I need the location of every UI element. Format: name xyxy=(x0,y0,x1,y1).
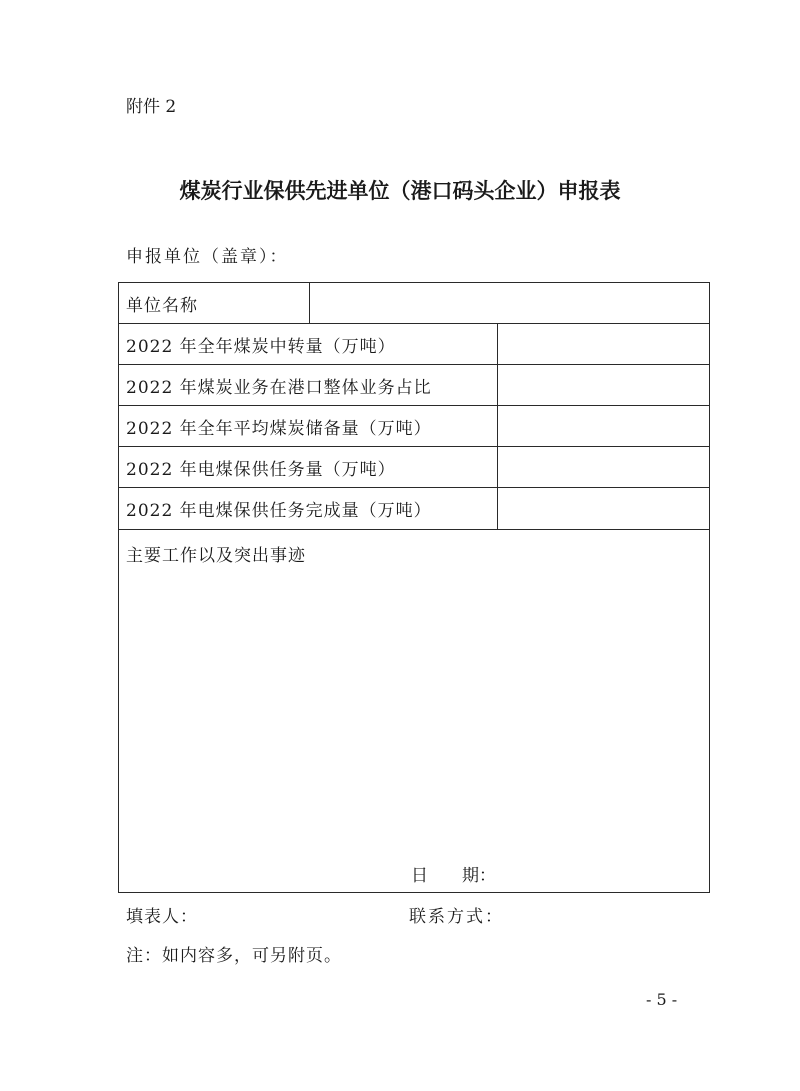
row-label: 2022 年煤炭业务在港口整体业务占比 xyxy=(126,377,432,398)
filler-label: 填表人： xyxy=(126,907,198,927)
table-row xyxy=(119,324,709,365)
table-row xyxy=(119,406,709,447)
unit-name-label: 单位名称 xyxy=(126,295,198,316)
row-value-cell[interactable] xyxy=(498,324,709,364)
achievements-label: 主要工作以及突出事迹 xyxy=(126,546,306,566)
attachment-label: 附件 2 xyxy=(126,97,177,117)
unit-name-row xyxy=(119,283,709,324)
row-label: 2022 年全年平均煤炭储备量（万吨） xyxy=(126,418,432,439)
applicant-unit-label: 申报单位（盖章）： xyxy=(126,247,289,267)
page-number: - 5 - xyxy=(646,990,678,1009)
unit-name-value-cell[interactable] xyxy=(310,283,709,323)
table-row xyxy=(119,365,709,406)
row-label: 2022 年电煤保供任务量（万吨） xyxy=(126,459,396,480)
date-label xyxy=(411,861,496,886)
table-row xyxy=(119,488,709,530)
row-label: 2022 年全年煤炭中转量（万吨） xyxy=(126,336,396,357)
form-title: 煤炭行业保供先进单位（港口码头企业）申报表 xyxy=(179,178,621,203)
date-label-period: 期： xyxy=(462,866,496,886)
table-row xyxy=(119,447,709,488)
date-label-day: 日 xyxy=(411,866,428,886)
row-value-cell[interactable] xyxy=(498,488,709,529)
row-value-cell[interactable] xyxy=(498,447,709,487)
application-form-table xyxy=(118,282,710,893)
row-value-cell[interactable] xyxy=(498,406,709,446)
row-label: 2022 年电煤保供任务完成量（万吨） xyxy=(126,501,432,521)
contact-label: 联系方式： xyxy=(409,907,504,927)
note-text: 注：如内容多，可另附页。 xyxy=(126,946,342,966)
row-value-cell[interactable] xyxy=(498,365,709,405)
